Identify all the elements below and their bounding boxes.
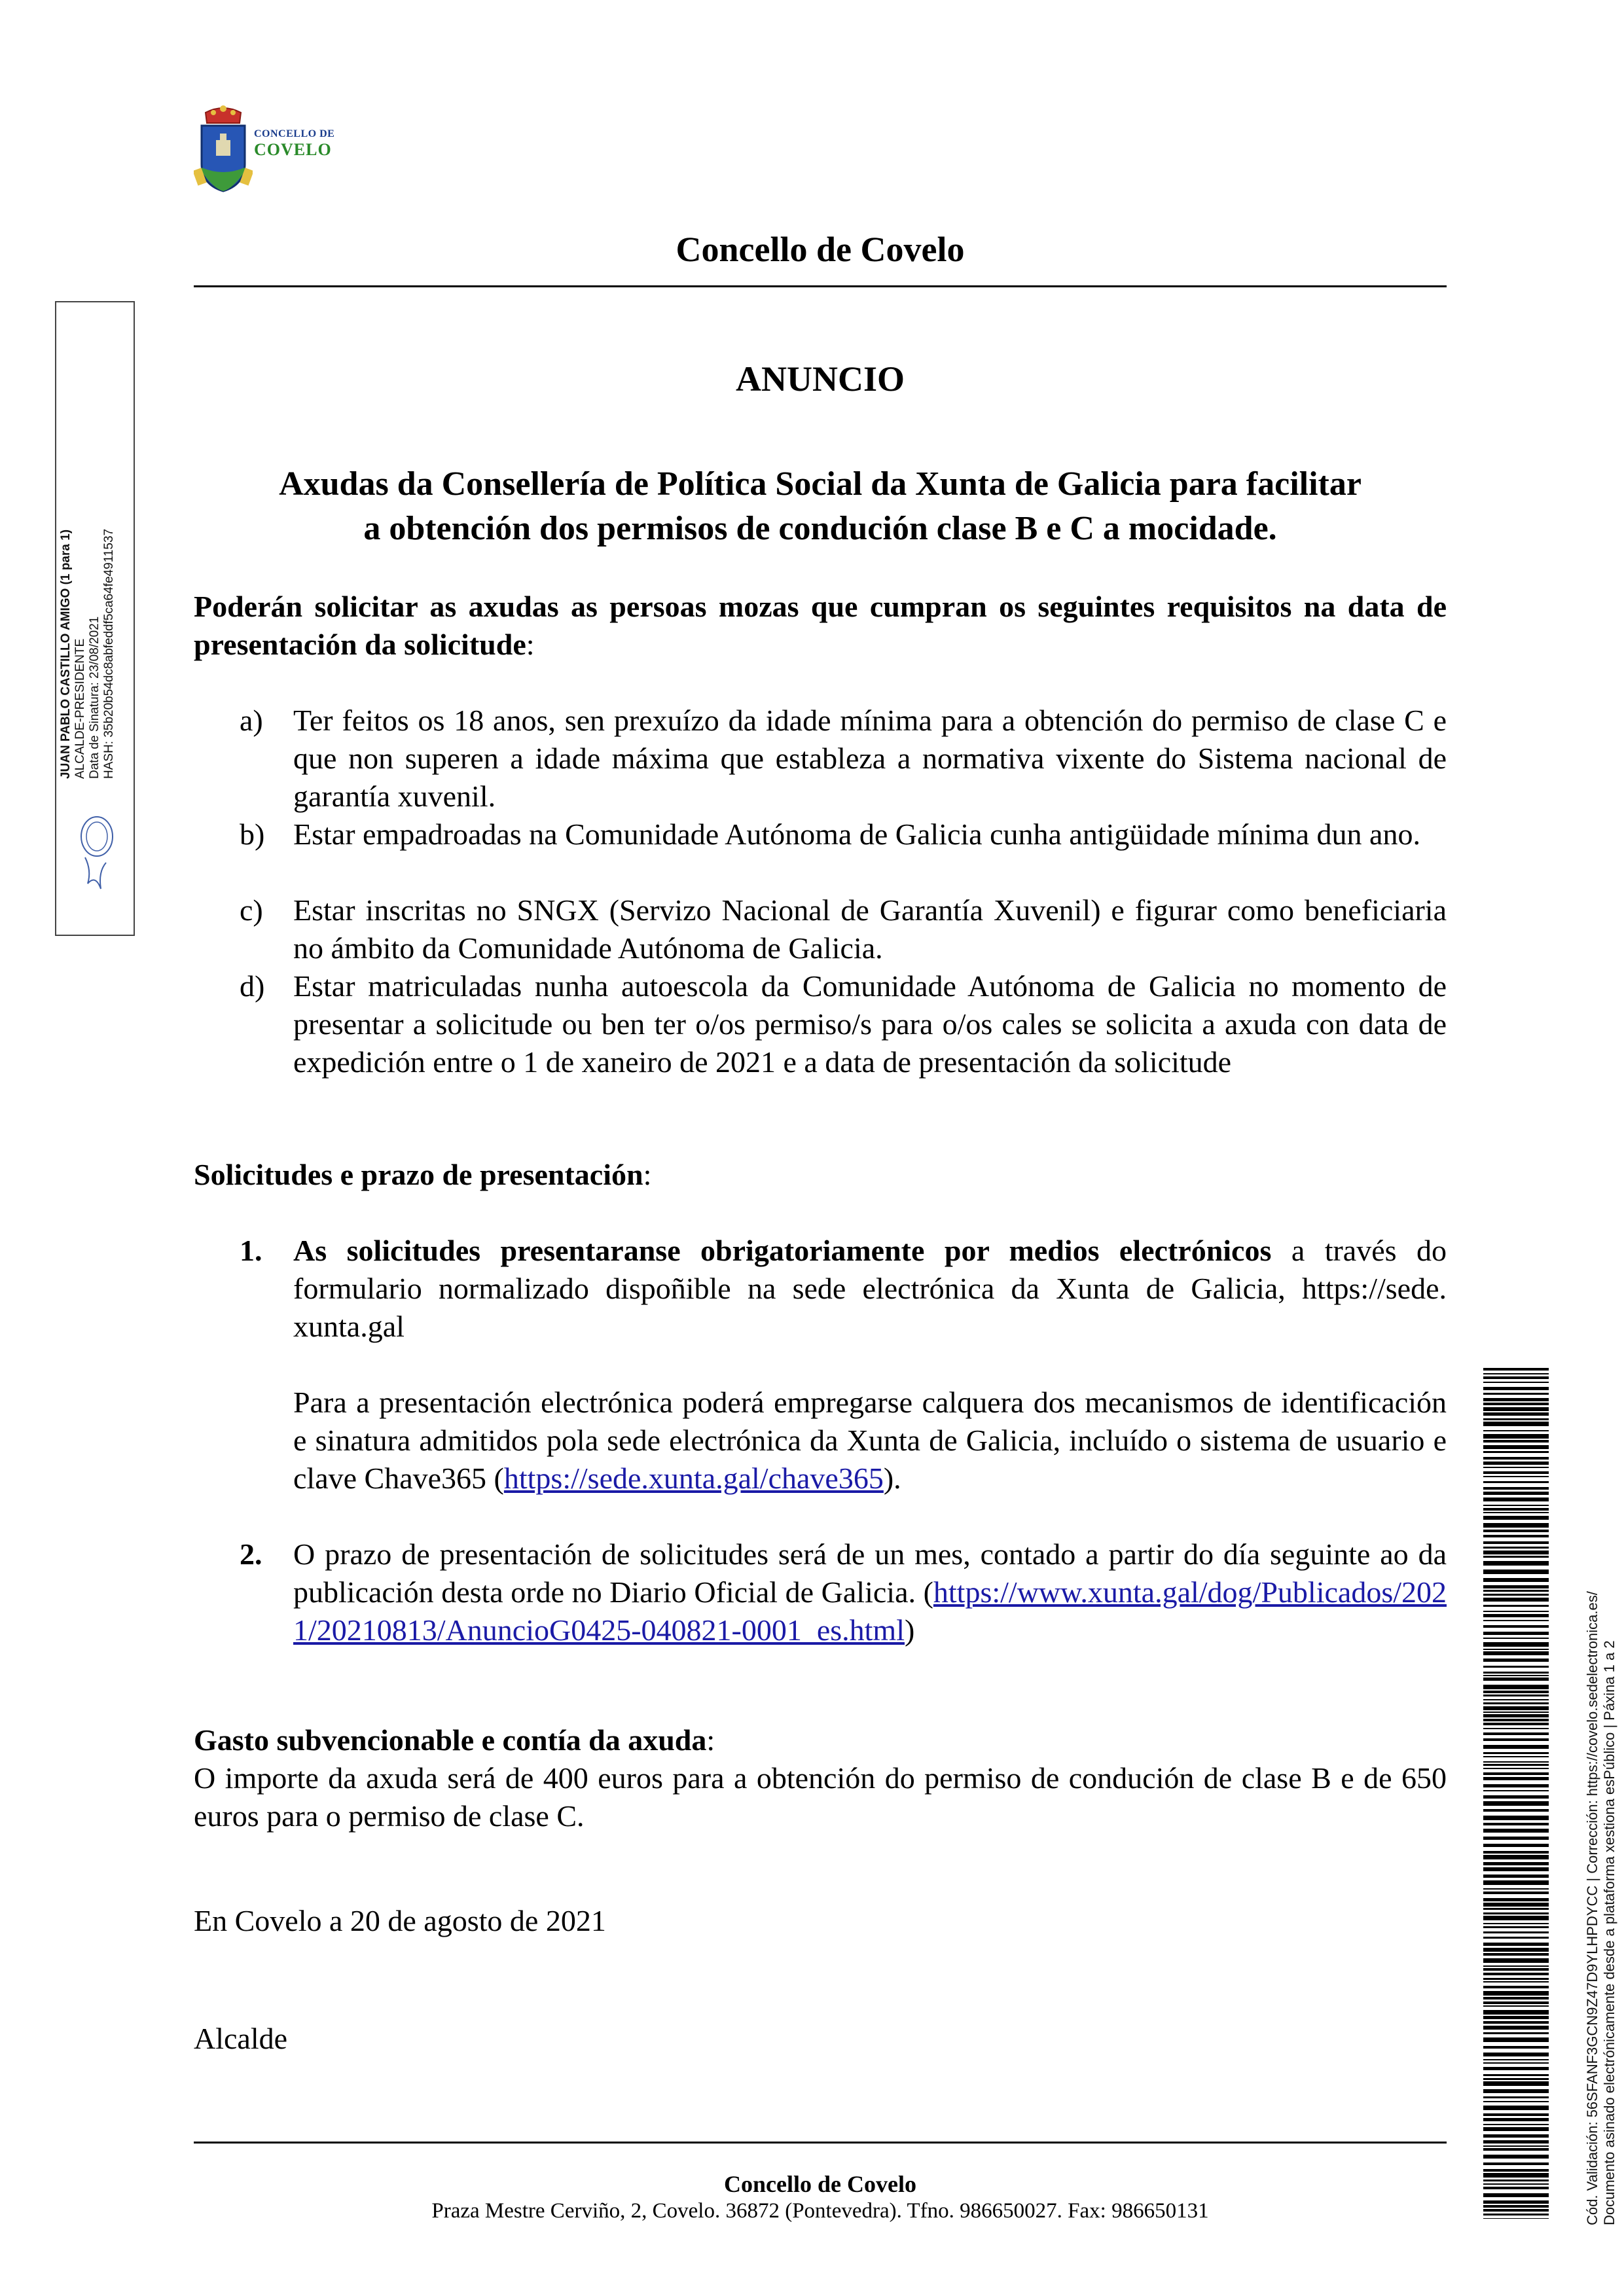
emphasis-text: As solicitudes presentaranse obrigatoriamente por medios electrónicos: [293, 1234, 1272, 1267]
header-title: Concello de Covelo: [676, 230, 965, 269]
numbered-item-text: [293, 1535, 1447, 1649]
validation-info: [1584, 1401, 1618, 2225]
document-title: ANUNCIO: [735, 359, 905, 399]
footer-address: Praza Mestre Cerviño, 2, Covelo. 36872 (Pontevedra). Tfno. 986650027. Fax: 986650131: [431, 2199, 1209, 2223]
header-divider: [194, 285, 1447, 287]
date-line: En Covelo a 20 de agosto de 2021: [194, 1904, 606, 1937]
section-heading-applications: [194, 1156, 1447, 1194]
dog-publication-link[interactable]: https://www.xunta.gal/dog/Publicados/2021/20210813/AnuncioG0425-040821-0001_es.html: [293, 1575, 1447, 1647]
council-logo: [194, 103, 351, 195]
coat-of-arms-icon: [194, 103, 253, 195]
signer-role: ALCALDE-PRESIDENTE: [73, 638, 87, 779]
item-text-end: ): [905, 1613, 915, 1647]
signer-name: JUAN PABLO CASTILLO AMIGO (1 para 1): [59, 529, 73, 779]
paragraph-body: Para a presentación electrónica poderá empregarse calquera dos mecanismos de identificación e sinatura admitidos pola sede electrónica da Xunta de Galicia, incluído o sistema de usuario e clave Chave365 (: [293, 1386, 1447, 1495]
list-marker: a): [240, 704, 263, 737]
numbered-item-text: [293, 1232, 1447, 1346]
signature-date: Data de Sinatura: 23/08/2021: [88, 616, 101, 779]
item-number: 1.: [240, 1234, 262, 1267]
subtitle-line-1: Axudas da Consellería de Política Social da Xunta de Galicia para facilitar: [279, 465, 1362, 503]
section-heading-colon: :: [643, 1158, 652, 1191]
list-item-text: Ter feitos os 18 anos, sen prexuízo da idade mínima para a obtención do permiso de clase C e que non superen a idade máxima que estableza a normativa vixente do Sistema nacional de garantía xuvenil.: [293, 704, 1447, 813]
expense-paragraph: O importe da axuda será de 400 euros para a obtención do permiso de condución de clase B e de 650 euros para o permiso de clase C.: [194, 1761, 1447, 1833]
signature-seal-icon: [72, 812, 118, 897]
footer-name: Concello de Covelo: [724, 2171, 916, 2197]
list-item-text: Estar inscritas no SNGX (Servizo Nacional de Garantía Xuvenil) e figurar como beneficiaria no ámbito da Comunidade Autónoma de Galicia.: [293, 893, 1447, 965]
validation-platform: Documento asinado electrónicamente desde a plataforma xestiona esPúblico | Páxina 1 a 2: [1601, 1640, 1617, 2225]
chave365-link[interactable]: https://sede.xunta.gal/chave365: [503, 1462, 884, 1495]
logo-text-bottom: COVELO: [254, 140, 332, 159]
signature-info: [59, 465, 117, 779]
intro-text: Poderán solicitar as axudas as persoas mozas que cumpran os seguintes requisitos na data de presentación da solicitude: [194, 590, 1447, 661]
signature-hash: HASH: 35b20b54dc8abfeddf5ca64fe4911537: [102, 528, 116, 779]
item-number: 2.: [240, 1537, 262, 1571]
section-heading-colon: :: [706, 1723, 715, 1757]
document-subtitle: [194, 462, 1447, 551]
validation-code: Cód. Validación: 56SFANF3GCN9Z47D9YLHPDYCC | Corrección: https://covelo.sedelectronica.es/: [1584, 1591, 1600, 2225]
item-text: a través do formulario normalizado dispoñible na sede electrónica da Xunta de Galicia, https://sede. xunta.gal: [293, 1234, 1447, 1343]
paragraph-end: ).: [883, 1462, 901, 1495]
section-heading-expense: [194, 1721, 1447, 1759]
intro-colon: :: [526, 628, 535, 661]
section-heading-text: Gasto subvencionable e contía da axuda: [194, 1723, 707, 1757]
signer-title: Alcalde: [194, 2022, 288, 2055]
list-item-text: Estar empadroadas na Comunidade Autónoma de Galicia cunha antigüidade mínima dun ano.: [293, 817, 1420, 851]
section-heading-text: Solicitudes e prazo de presentación: [194, 1158, 643, 1191]
list-marker: c): [240, 893, 263, 927]
barcode-icon: [1483, 1368, 1549, 2219]
intro-paragraph: [194, 588, 1447, 664]
list-marker: b): [240, 817, 265, 851]
list-marker: d): [240, 969, 265, 1003]
logo-text-top: CONCELLO DE: [254, 128, 335, 139]
list-item-text: Estar matriculadas nunha autoescola da Comunidade Autónoma de Galicia no momento de presentar a solicitude ou ben ter o/os permiso/s para o/os cales se solicita a axuda con data de expedición entre o 1 de xaneiro de 2021 e a data de presentación da solicitude: [293, 969, 1447, 1079]
paragraph-text: [293, 1384, 1447, 1498]
item-text: O prazo de presentación de solicitudes será de un mes, contado a partir do día seguinte ao da publicación desta orde no Diario Oficial de Galicia. (: [293, 1537, 1447, 1609]
footer-divider: [194, 2142, 1447, 2144]
subtitle-line-2: a obtención dos permisos de condución clase B e C a mocidade.: [363, 510, 1277, 547]
